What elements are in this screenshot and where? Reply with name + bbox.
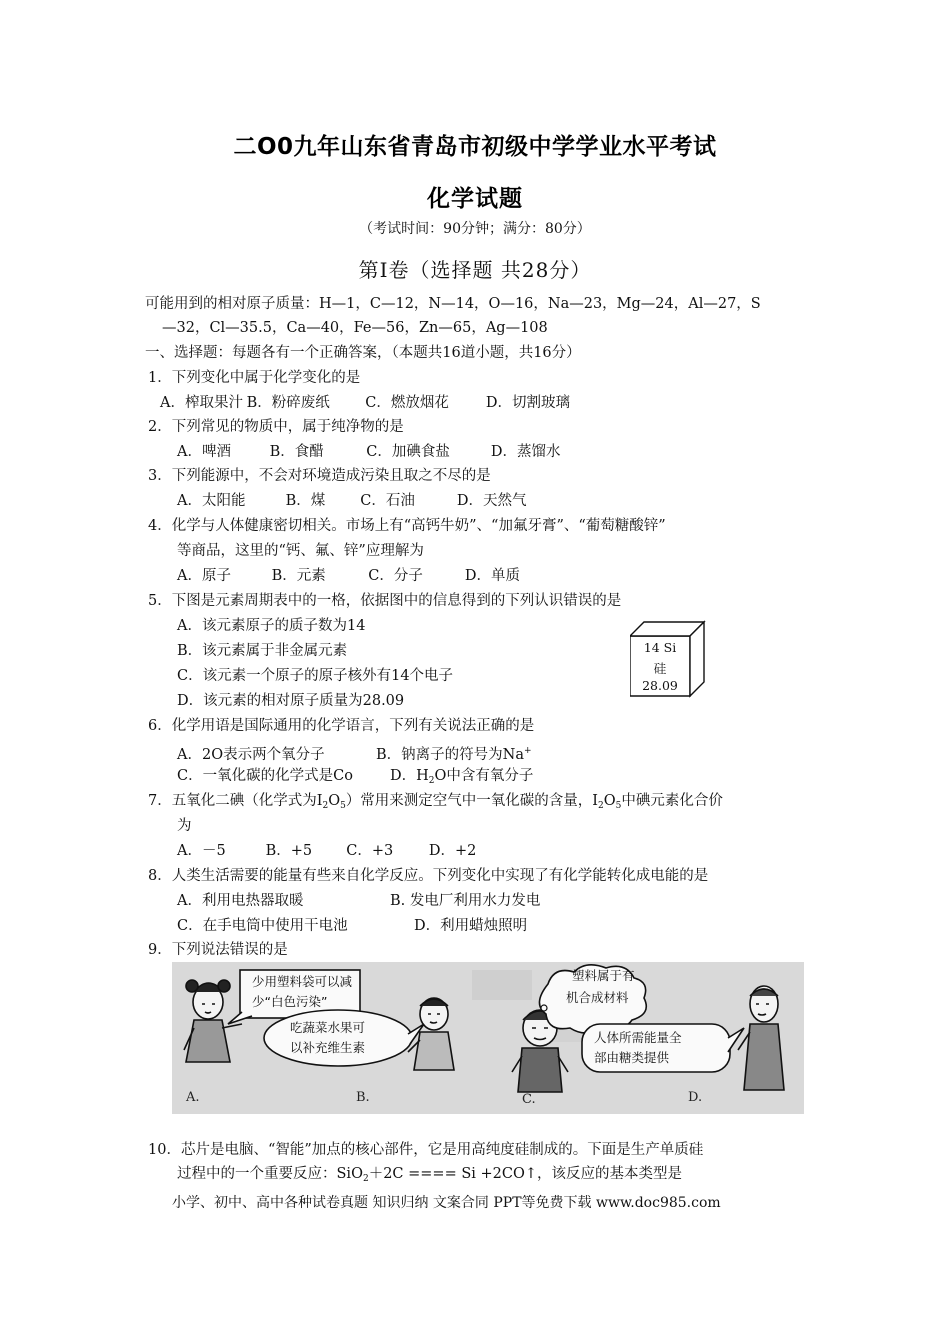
question-8-stem: 8．人类生活需要的能量有些来自化学反应。下列变化中实现了有化学能转化成电能的是 [148,868,709,884]
q7-text-5: 中碘元素化合价 [621,793,723,809]
q6-option-d-text-tail: O中含有氧分子 [434,768,534,784]
exam-info: （考试时间：90分钟；满分：80分） [359,221,591,237]
q10-sub: 2 [362,1174,369,1184]
q4-option-c: C．分子 [368,568,423,584]
q1-option-c: C．燃放烟花 [365,395,449,411]
question-4-options [177,566,520,586]
q4-option-b: B．元素 [271,568,326,584]
section-heading: 一、选择题：每题各有一个正确答案，（本题共16道小题，共16分） [145,345,581,361]
bubble-c-line2: 机合成材料 [566,990,629,1005]
q10-text-2: ＋2C ==== Si +2CO↑，该反应的基本类型是 [368,1166,683,1182]
q1-option-d: D．切割玻璃 [485,395,570,411]
q7-option-a: A．－5 [177,843,226,859]
q2-option-b: B．食醋 [269,444,324,460]
q7-option-b: B．+5 [265,843,313,859]
q7-sub-4: 5 [615,801,622,811]
q6-option-c: C．一氧化碳的化学式是Co [177,768,353,784]
question-3-stem: 3．下列能源中，不会对环境造成污染且取之不尽的是 [148,468,491,484]
q9-cartoon-picture [172,962,804,1114]
question-7-options [177,841,476,861]
question-4-stem-line2: 等商品，这里的“钙、氟、锌”应理解为 [177,543,424,559]
picture-label-c: C. [522,1092,536,1107]
q5-option-b: B．该元素属于非金属元素 [177,643,348,659]
q8-option-a: A．利用电热器取暖 [177,893,304,909]
q5-option-d: D．该元素的相对原子质量为28.09 [177,693,405,709]
question-3-options [177,491,526,511]
atomic-masses-line1: 可能用到的相对原子质量：H—1，C—12，N—14，O—16，Na—23，Mg—24，Al—27，S [145,296,761,312]
cell-atomic-mass: 28.09 [642,678,678,693]
q7-text-3: ）常用来测定空气中一氧化碳的含量，I [345,793,599,809]
q6-option-d [390,766,533,791]
q7-option-d: D．+2 [428,843,477,859]
q3-option-c: C．石油 [360,493,415,509]
cell-number-symbol: 14 Si [643,640,677,655]
picture-label-d: D. [688,1090,703,1105]
q3-option-b: B．煤 [285,493,326,509]
bubble-b-line1: 吃蔬菜水果可 [290,1020,366,1035]
question-10-stem-line1: 10．芯片是电脑、“智能”加点的核心部件，它是用高纯度硅制成的。下面是生产单质硅 [148,1142,704,1158]
q10-text-1: 过程中的一个重要反应：SiO [177,1166,363,1182]
question-1-stem: 1．下列变化中属于化学变化的是 [148,370,361,386]
q7-option-c: C．+3 [346,843,394,859]
question-9-stem: 9．下列说法错误的是 [148,942,288,958]
question-6-options-cd [177,766,533,791]
q7-text-2: O [328,793,341,809]
q8-option-c: C．在手电筒中使用干电池 [177,918,348,934]
q8-option-b: B. 发电厂利用水力发电 [390,893,541,909]
question-1-options [160,393,570,413]
q3-option-a: A．太阳能 [177,493,246,509]
q7-text-1: 7．五氧化二碘（化学式为I [148,793,323,809]
q5-option-c: C．该元素一个原子的原子核外有14个电子 [177,668,454,684]
q1-option-a: A．榨取果汁 [160,395,243,411]
question-5-stem: 5．下图是元素周期表中的一格，依据图中的信息得到的下列认识错误的是 [148,593,622,609]
main-title: 二O0九年山东省青岛市初级中学学业水平考试 [233,134,717,160]
q1-option-b: B．粉碎废纸 [246,395,330,411]
q6-option-b [376,741,532,765]
q4-option-a: A．原子 [177,568,231,584]
question-7-stem-line2: 为 [177,818,192,834]
q2-option-c: C．加碘食盐 [366,444,450,460]
question-2-options [177,442,560,462]
footer-text: 小学、初中、高中各种试卷真题 知识归纳 文案合同 PPT等免费下载 www.doc985.com [172,1195,721,1211]
question-6-options-ab [177,741,532,765]
bubble-c-line1: 塑料属于有 [572,968,635,983]
question-4-stem-line1: 4．化学与人体健康密切相关。市场上有“高钙牛奶”、“加氟牙膏”、“葡萄糖酸锌” [148,518,666,534]
q6-option-a: A．2O表示两个氧分子 [177,747,325,763]
cell-element-name: 硅 [653,661,667,676]
q4-option-d: D．单质 [464,568,520,584]
bubble-d-line2: 部由糖类提供 [594,1050,670,1065]
bubble-b-line2: 以补充维生素 [290,1040,366,1055]
q6-option-d-text: D．H [390,768,429,784]
q6-option-d-subscript: 2 [428,776,435,786]
q2-option-d: D．蒸馏水 [490,444,561,460]
question-2-stem: 2．下列常见的物质中，属于纯净物的是 [148,419,404,435]
question-7-stem-line1 [148,791,723,816]
question-8-options-cd [177,916,527,936]
periodic-table-cell [630,620,708,698]
picture-label-a: A. [186,1090,200,1105]
q7-sub-2: 5 [340,801,346,811]
q3-option-d: D．天然气 [456,493,527,509]
q2-option-a: A．啤酒 [177,444,231,460]
bubble-a-line1: 少用塑料袋可以减 [252,974,353,989]
part-title: 第Ⅰ卷（选择题 共28分） [358,258,592,282]
bubble-a-line2: 少“白色污染” [252,994,328,1009]
q7-sub-3: 2 [598,801,604,811]
q8-option-d: D．利用蜡烛照明 [414,918,528,934]
picture-label-b: B. [356,1090,370,1105]
q5-option-a: A．该元素原子的质子数为14 [177,618,366,634]
q6-option-b-text: B．钠离子的符号为Na [376,747,524,763]
question-8-options-ab [177,891,540,911]
atomic-masses-line2: —32，Cl—35.5，Ca—40，Fe—56，Zn—65，Ag—108 [162,320,548,336]
question-6-stem: 6．化学用语是国际通用的化学语言，下列有关说法正确的是 [148,718,535,734]
question-10-stem-line2 [177,1164,682,1189]
sub-title: 化学试题 [427,186,523,212]
q7-sub-1: 2 [322,801,329,811]
bubble-d-line1: 人体所需能量全 [594,1030,682,1045]
q6-option-b-charge: + [524,746,532,756]
q7-text-4: O [603,793,616,809]
